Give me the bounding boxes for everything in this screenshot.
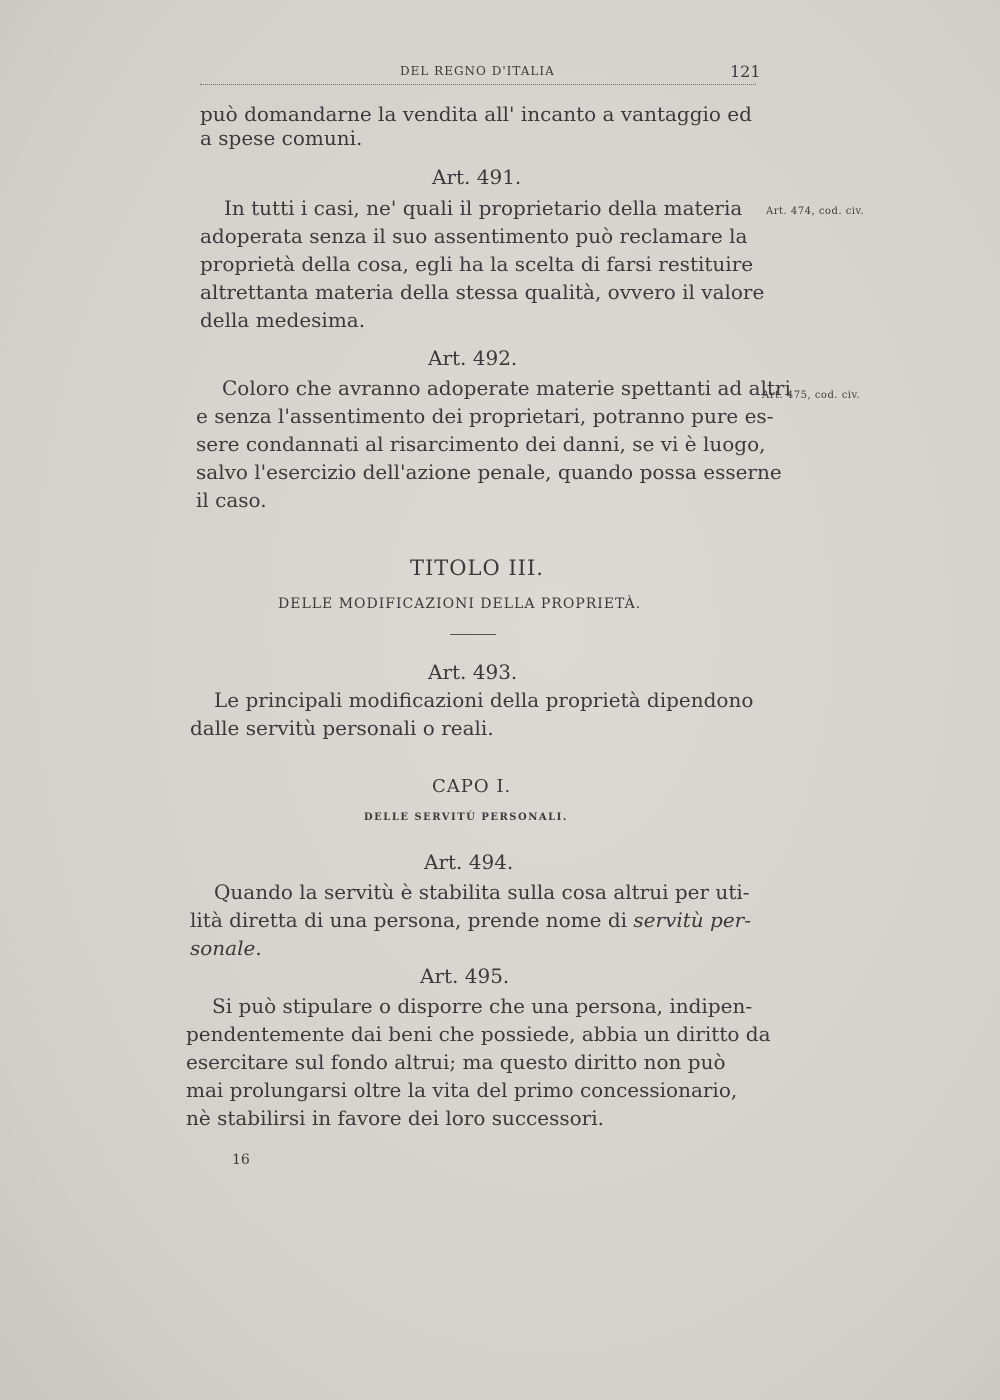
text-line: dalle servitù personali o reali. xyxy=(190,716,494,740)
margin-note-475: Art. 475, cod. civ. xyxy=(762,390,861,401)
text-line: mai prolungarsi oltre la vita del primo concessionario, xyxy=(186,1078,738,1102)
italic-term: servitù per- xyxy=(633,908,751,932)
text-line: Quando la servitù è stabilita sulla cosa altrui per uti- xyxy=(214,880,750,904)
article-heading-494: Art. 494. xyxy=(424,850,514,874)
running-header: DEL REGNO D'ITALIA xyxy=(400,64,555,78)
text-line: e senza l'assentimento dei proprietari, potranno pure es- xyxy=(196,404,774,428)
text-line: adoperata senza il suo assentimento può reclamare la xyxy=(200,224,748,248)
text-fragment: lità diretta di una persona, prende nome di xyxy=(190,908,634,932)
chapter-heading: CAPO I. xyxy=(432,776,512,797)
text-line: salvo l'esercizio dell'azione penale, quando possa esserne xyxy=(196,460,782,484)
text-line: esercitare sul fondo altrui; ma questo diritto non può xyxy=(186,1050,726,1074)
text-line: In tutti i casi, ne' quali il proprietario della materia xyxy=(224,196,743,220)
text-line: nè stabilirsi in favore dei loro successori. xyxy=(186,1106,604,1130)
chapter-subheading: DELLE SERVITÙ PERSONALI. xyxy=(364,812,568,823)
text-line: proprietà della cosa, egli ha la scelta di farsi restituire xyxy=(200,252,754,276)
text-line: altrettanta materia della stessa qualità, ovvero il valore xyxy=(200,280,765,304)
header-rule xyxy=(200,84,756,85)
text-line: a spese comuni. xyxy=(200,126,363,150)
article-heading-493: Art. 493. xyxy=(428,660,518,684)
title-heading: TITOLO III. xyxy=(410,556,544,580)
text-line: Coloro che avranno adoperate materie spettanti ad altri xyxy=(222,376,791,400)
text-line: il caso. xyxy=(196,488,267,512)
text-line: della medesima. xyxy=(200,308,366,332)
section-divider xyxy=(450,634,496,635)
text-line: pendentemente dai beni che possiede, abbia un diritto da xyxy=(186,1022,771,1046)
text-line xyxy=(190,906,751,934)
signature-mark: 16 xyxy=(232,1152,250,1168)
text-line: Le principali modificazioni della proprietà dipendono xyxy=(214,688,754,712)
page-number: 121 xyxy=(730,62,761,81)
text-line: Si può stipulare o disporre che una persona, indipen- xyxy=(212,994,753,1018)
article-heading-492: Art. 492. xyxy=(428,346,518,370)
article-heading-491: Art. 491. xyxy=(432,165,522,189)
article-heading-495: Art. 495. xyxy=(420,964,510,988)
text-line: può domandarne la vendita all' incanto a vantaggio ed xyxy=(200,102,752,126)
margin-note-474: Art. 474, cod. civ. xyxy=(766,206,865,217)
title-subheading: DELLE MODIFICAZIONI DELLA PROPRIETÀ. xyxy=(278,596,642,612)
text-line: sere condannati al risarcimento dei danni, se vi è luogo, xyxy=(196,432,766,456)
text-line: sonale. xyxy=(190,936,262,960)
